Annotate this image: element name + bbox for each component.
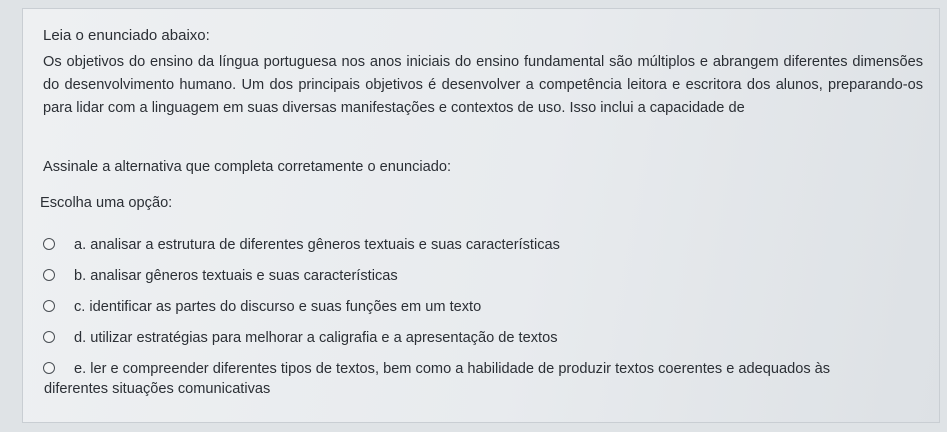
option-letter: a.	[74, 237, 87, 253]
option-letter: e.	[74, 361, 87, 377]
option-text: ler e compreender diferentes tipos de textos, bem como a habilidade de produzir textos coerentes e adequados às	[90, 361, 831, 377]
option-text: utilizar estratégias para melhorar a caligrafia e a apresentação de textos	[90, 330, 558, 346]
option-text: analisar a estrutura de diferentes gêneros textuais e suas características	[90, 237, 560, 253]
option-letter: c.	[74, 299, 86, 315]
radio-icon[interactable]	[43, 300, 55, 312]
radio-icon[interactable]	[43, 238, 55, 250]
instruction-text: Assinale a alternativa que completa corretamente o enunciado:	[43, 159, 452, 175]
option-text: analisar gêneros textuais e suas características	[90, 268, 398, 284]
option-letter: b.	[74, 268, 87, 284]
option-text: identificar as partes do discurso e suas funções em um texto	[89, 299, 482, 315]
option-letter: d.	[74, 330, 87, 346]
question-panel	[22, 8, 940, 423]
radio-icon[interactable]	[43, 331, 55, 343]
choose-label: Escolha uma opção:	[40, 195, 173, 211]
intro-label: Leia o enunciado abaixo:	[43, 27, 210, 44]
option-text-continuation: diferentes situações comunicativas	[44, 381, 271, 397]
radio-icon[interactable]	[43, 362, 55, 374]
radio-icon[interactable]	[43, 269, 55, 281]
question-statement: Os objetivos do ensino da língua portuguesa nos anos iniciais do ensino fundamental são múltiplos e abrangem diferentes dimensões do desenvolvimento humano. Um dos principais objetivos é desenvolver a competência leitora e escritora dos alunos, preparando-os para lidar com a linguagem em suas diversas manifestações e contextos de uso. Isso inclui a capacidade de	[43, 54, 923, 116]
